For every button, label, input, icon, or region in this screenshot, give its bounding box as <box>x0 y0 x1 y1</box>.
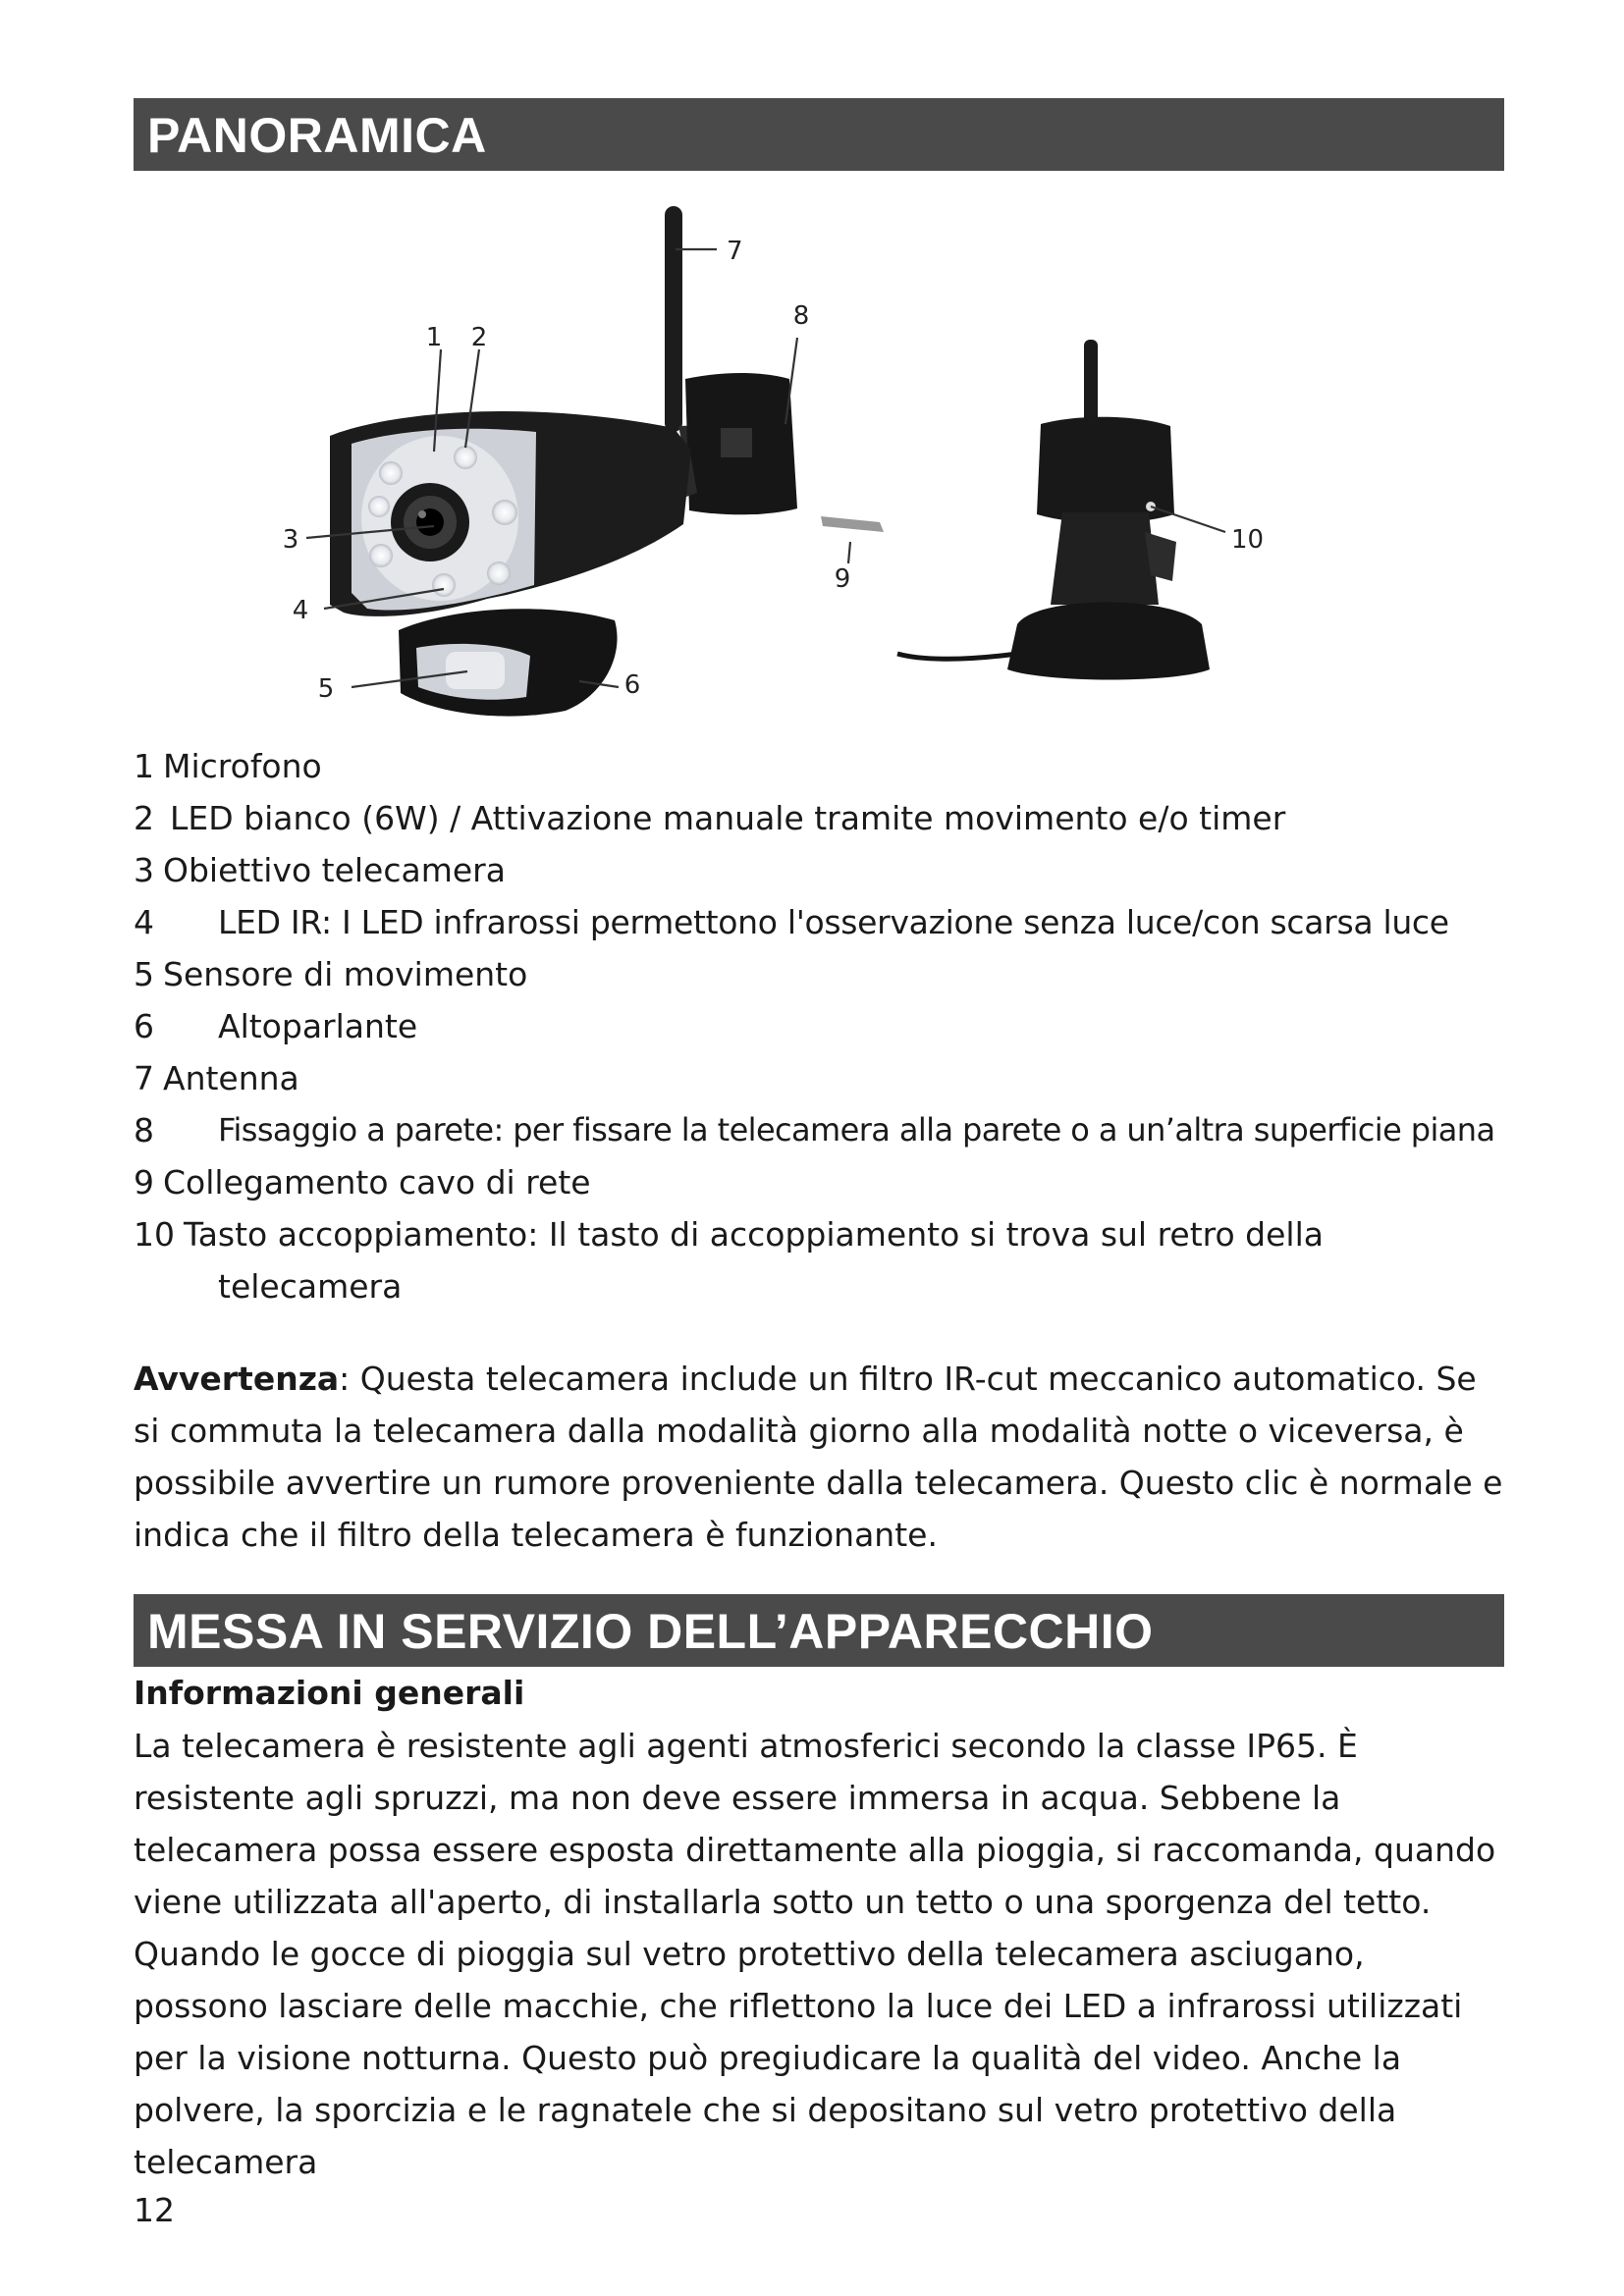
part-number: 7 <box>134 1059 154 1097</box>
warning-label: Avvertenza <box>134 1360 340 1398</box>
part-label: LED bianco (6W) / Attivazione manuale tramite movimento e/o timer <box>170 799 1286 837</box>
part-label: Sensore di movimento <box>163 955 528 993</box>
part-number: 10 <box>134 1215 175 1254</box>
callout-9: 9 <box>834 564 851 594</box>
callout-3: 3 <box>282 525 299 555</box>
callout-1: 1 <box>425 323 443 352</box>
part-8 <box>134 1104 1504 1156</box>
callout-5: 5 <box>317 674 335 704</box>
callout-8: 8 <box>792 301 810 331</box>
callout-10: 10 <box>1231 525 1265 555</box>
general-info-paragraph: La telecamera è resistente agli agenti atmosferici secondo la classe IP65. È resistente agli spruzzi, ma non deve essere immersa in acqua. Sebbene la telecamera possa essere esposta direttamente alla pioggia, si raccomanda, quando viene utilizzata all'aperto, di installarla sotto un tetto o una sporgenza del tetto. Quando le gocce di pioggia sul vetro protettivo della telecamera asciugano, possono lasciare delle macchie, che riflettono la luce dei LED a infrarossi utilizzati per la visione notturna. Questo può pregiudicare la qualità del video. Anche la polvere, la sporcizia e le ragnatele che si depositano sul vetro protettivo della telecamera <box>134 1727 1496 2181</box>
page-number: 12 <box>134 2191 175 2229</box>
part-6 <box>134 1000 1504 1052</box>
part-label: Obiettivo telecamera <box>163 851 506 889</box>
part-label: Collegamento cavo di rete <box>163 1163 591 1201</box>
part-number: 1 <box>134 747 154 785</box>
parts-list <box>134 740 1504 1312</box>
callout-7: 7 <box>727 237 743 266</box>
part-number: 4 <box>134 903 154 941</box>
callout-2: 2 <box>470 323 488 352</box>
subheading-general-info: Informazioni generali <box>134 1674 525 1712</box>
part-10 <box>134 1208 1504 1260</box>
part-9 <box>134 1156 1504 1208</box>
part-1 <box>134 740 1504 792</box>
section-title-messa-in-servizio: MESSA IN SERVIZIO DELL’APPARECCHIO <box>134 1594 1504 1667</box>
part-number: 5 <box>134 955 154 993</box>
camera-front-view <box>330 206 884 717</box>
part-label: Antenna <box>163 1059 299 1097</box>
part-label: LED IR: I LED infrarossi permettono l'osservazione senza luce/con scarsa luce <box>218 903 1449 941</box>
camera-overview-figure <box>134 192 1504 742</box>
part-number: 3 <box>134 851 154 889</box>
part-number: 9 <box>134 1163 154 1201</box>
callout-4: 4 <box>292 596 309 625</box>
part-3 <box>134 844 1504 896</box>
part-label: Fissaggio a parete: per fissare la telecamera alla parete o a un’altra superficie piana <box>218 1111 1495 1148</box>
warning-text: : Questa telecamera include un filtro IR-cut meccanico automatico. Se si commuta la telecamera dalla modalità giorno alla modalità notte o viceversa, è possibile avvertire un rumore proveniente dalla telecamera. Questo clic è normale e indica che il filtro della telecamera è funzionante. <box>134 1360 1503 1554</box>
warning-paragraph <box>134 1353 1508 1561</box>
part-number: 8 <box>134 1111 154 1149</box>
part-label: Altoparlante <box>218 1007 418 1045</box>
part-label: Microfono <box>163 747 322 785</box>
part-5 <box>134 948 1504 1000</box>
callout-6: 6 <box>623 670 641 700</box>
part-label-continuation: telecamera <box>218 1267 403 1306</box>
part-4 <box>134 896 1504 948</box>
part-number: 6 <box>134 1007 154 1045</box>
part-number: 2 <box>134 799 154 837</box>
part-7 <box>134 1052 1504 1104</box>
section-title-panoramica: PANORAMICA <box>134 98 1504 171</box>
part-10-continuation <box>134 1260 1504 1312</box>
part-label: Tasto accoppiamento: Il tasto di accoppiamento si trova sul retro della <box>184 1215 1324 1254</box>
part-2 <box>134 792 1504 844</box>
